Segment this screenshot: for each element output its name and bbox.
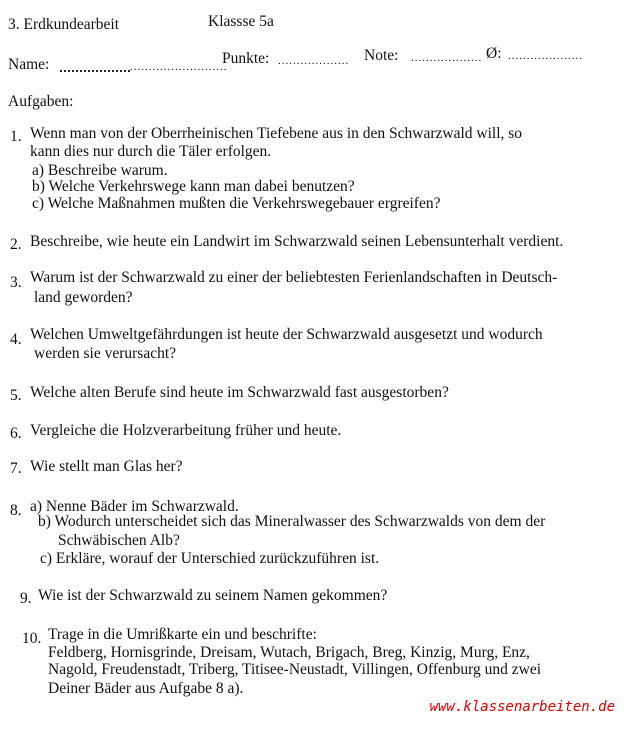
task-line: Wenn man von der Oberrheinischen Tiefebene aus in den Schwarzwald will, so [30, 125, 523, 142]
average-field: .................... [508, 50, 583, 62]
task-number: 10. [22, 630, 42, 647]
subtask-line: b) Welche Verkehrswege kann man dabei benutzen? [32, 178, 355, 195]
task-line: Trage in die Umrißkarte ein und beschrifte: [48, 626, 317, 643]
task-line: Feldberg, Hornisgrinde, Dreisam, Wutach, Brigach, Breg, Kinzig, Murg, Enz, [48, 644, 530, 661]
average-label: Ø: [486, 45, 502, 62]
task-line: Vergleiche die Holzverarbeitung früher und heute. [30, 422, 342, 439]
task-line: Welche alten Berufe sind heute im Schwarzwald fast ausgestorben? [30, 384, 449, 401]
task-line: land geworden? [34, 289, 133, 306]
task-line: Deiner Bäder aus Aufgabe 8 a). [48, 680, 244, 697]
task-line: b) Wodurch unterscheidet sich das Mineralwasser des Schwarzwalds von dem der [38, 513, 546, 530]
class-label: Klassse 5a [208, 13, 274, 30]
punkte-field: ................... [278, 55, 350, 67]
task-line: werden sie verursacht? [34, 345, 177, 362]
name-blank [60, 66, 130, 72]
task-number: 7. [10, 460, 22, 477]
task-line: Wie ist der Schwarzwald zu seinem Namen gekommen? [38, 587, 388, 604]
name-label: Name: [8, 56, 50, 73]
task-line: a) Nenne Bäder im Schwarzwald. [30, 498, 239, 515]
name-field: .......................... [130, 61, 228, 73]
task-line: Nagold, Freudenstadt, Triberg, Titisee-Neustadt, Villingen, Offenburg und zwei [48, 661, 542, 678]
task-line: Welchen Umweltgefährdungen ist heute der Schwarzwald ausgesetzt und wodurch [30, 326, 543, 343]
task-line: c) Erkläre, worauf der Unterschied zurückzuführen ist. [40, 550, 380, 567]
section-title: Aufgaben: [8, 93, 74, 110]
task-number: 6. [10, 425, 22, 442]
note-field: ................... [411, 52, 483, 64]
task-number: 1. [10, 128, 22, 145]
task-number: 8. [10, 502, 22, 519]
watermark-link[interactable]: www.klassenarbeiten.de [429, 699, 615, 715]
task-number: 9. [20, 590, 32, 607]
task-number: 3. [10, 274, 22, 291]
subtask-line: c) Welche Maßnahmen mußten die Verkehrswegebauer ergreifen? [32, 195, 441, 212]
subtask-line: a) Beschreibe warum. [32, 162, 168, 179]
task-line: Schwäbischen Alb? [58, 532, 180, 549]
task-line: Wie stellt man Glas her? [30, 458, 183, 475]
punkte-label: Punkte: [222, 50, 270, 67]
worksheet-title: 3. Erdkundearbeit [8, 16, 120, 33]
task-number: 4. [10, 331, 22, 348]
task-line: Warum ist der Schwarzwald zu einer der beliebtesten Ferienlandschaften in Deutsch- [30, 269, 558, 286]
task-line: kann dies nur durch die Täler erfolgen. [30, 143, 272, 160]
task-line: Beschreibe, wie heute ein Landwirt im Schwarzwald seinen Lebensunterhalt verdient. [30, 233, 564, 250]
note-label: Note: [364, 47, 399, 64]
task-number: 2. [10, 236, 22, 253]
task-number: 5. [10, 387, 22, 404]
